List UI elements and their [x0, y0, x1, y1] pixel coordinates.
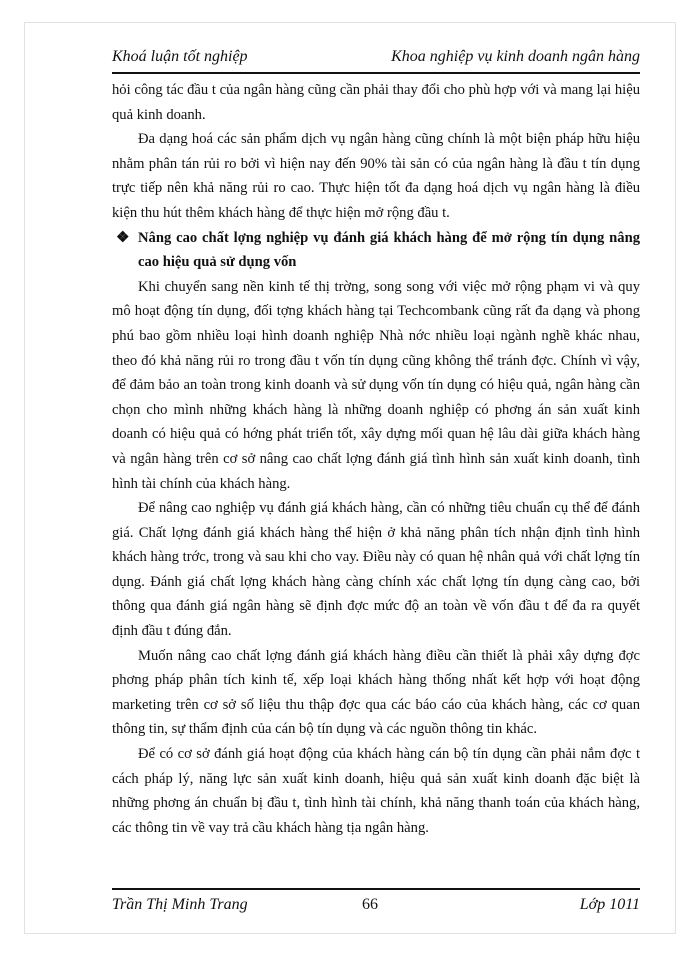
document-body — [112, 78, 640, 840]
paragraph-analysis-method: Muốn nâng cao chất lợng đánh giá khách hàng điều cần thiết là phải xây dựng đợc phơng pháp phân tích kinh tế, xếp loại khách hàng thống nhất kết hợp với hoạt động marketing trên cơ sở số liệu thu thập đợc qua các báo cáo của khách hàng, các cơ quan thông tin, sự thẩm định của cán bộ tín dụng và các nguồn thông tin khác. — [112, 647, 640, 738]
footer-page-number: 66 — [362, 896, 378, 913]
footer-author-name: Trần Thị Minh Trang — [112, 896, 248, 913]
paragraph-evaluation-criteria: Để nâng cao nghiệp vụ đánh giá khách hàng, cần có những tiêu chuẩn cụ thể để đánh giá. Chất lợng đánh giá khách hàng thể hiện ở khả năng phân tích nhận định tình hình khách hàng trớc, trong và sau khi cho vay. Điều này có quan hệ nhân quả với chất lợng tín dụng. Đánh giá chất lợng khách hàng càng chính xác chất lợng tín dụng càng cao, bởi thông qua đánh giá ngân hàng sẽ định đợc mức độ an toàn về vốn đầu t để đa ra quyết định đầu t đúng đắn. — [112, 500, 640, 640]
section-heading — [112, 226, 640, 275]
paragraph-market-economy: Khi chuyển sang nền kinh tế thị trờng, song song với việc mở rộng phạm vi và quy mô hoạt động tín dụng, đối tợng khách hàng tại Techcombank cũng rất đa dạng và phong phú bao gồm nhiều loại hình doanh nghiệp Nhà nớc nhiều loại ngành nghề khác nhau, theo đó khả năng rủi ro trong đầu t vốn tín dụng cũng không thể tránh đợc. Chính vì vậy, để đảm bảo an toàn trong kinh doanh và sử dụng vốn tín dụng có hiệu quả, ngân hàng cần chọn cho mình những khách hàng là những doanh nghiệp có phơng án sản xuất kinh doanh có hiệu quả có hớng phát triển tốt, xây dựng mối quan hệ lâu dài giữa khách hàng và ngân hàng trên cơ sở nâng cao chất lợng đánh giá tình hình sản xuất kinh doanh, tình hình tài chính của khách hàng. — [112, 278, 640, 492]
paragraph-credit-officer: Để có cơ sở đánh giá hoạt động của khách hàng cán bộ tín dụng cần phải nắm đợc t cách pháp lý, năng lực sản xuất kinh doanh, hiệu quả sản xuất kinh doanh đặc biệt là những phơng án chuẩn bị đầu t, tình hình tài chính, khả năng thanh toán của khách hàng, các thông tin về vay trả cầu khách hàng tịa ngân hàng. — [112, 746, 640, 836]
diamond-bullet-icon: ❖ — [116, 229, 130, 246]
header-right-title: Khoa nghiệp vụ kinh doanh ngân hàng — [391, 48, 640, 65]
paragraph-diversification: Đa dạng hoá các sản phẩm dịch vụ ngân hàng cũng chính là một biện pháp hữu hiệu nhằm phân tán rủi ro bởi vì hiện nay đến 90% tài sản có của ngân hàng là đầu t tín dụng trực tiếp nên khả năng rủi ro cao. Thực hiện tốt đa dạng hoá dịch vụ ngân hàng là điều kiện thu hút thêm khách hàng để thực hiện mở rộng đầu t. — [112, 131, 640, 221]
paragraph-continuation: hỏi công tác đầu t của ngân hàng cũng cần phải thay đổi cho phù hợp với và mang lại hiệu quả kinh doanh. — [112, 82, 640, 123]
section-heading-text: Nâng cao chất lợng nghiệp vụ đánh giá khách hàng để mở rộng tín dụng nâng cao hiệu quả sử dụng vốn — [138, 229, 640, 271]
page-footer — [112, 888, 640, 918]
footer-class-label: Lớp 1011 — [579, 896, 640, 913]
page-header — [112, 46, 640, 74]
header-left-title: Khoá luận tốt nghiệp — [112, 48, 248, 65]
